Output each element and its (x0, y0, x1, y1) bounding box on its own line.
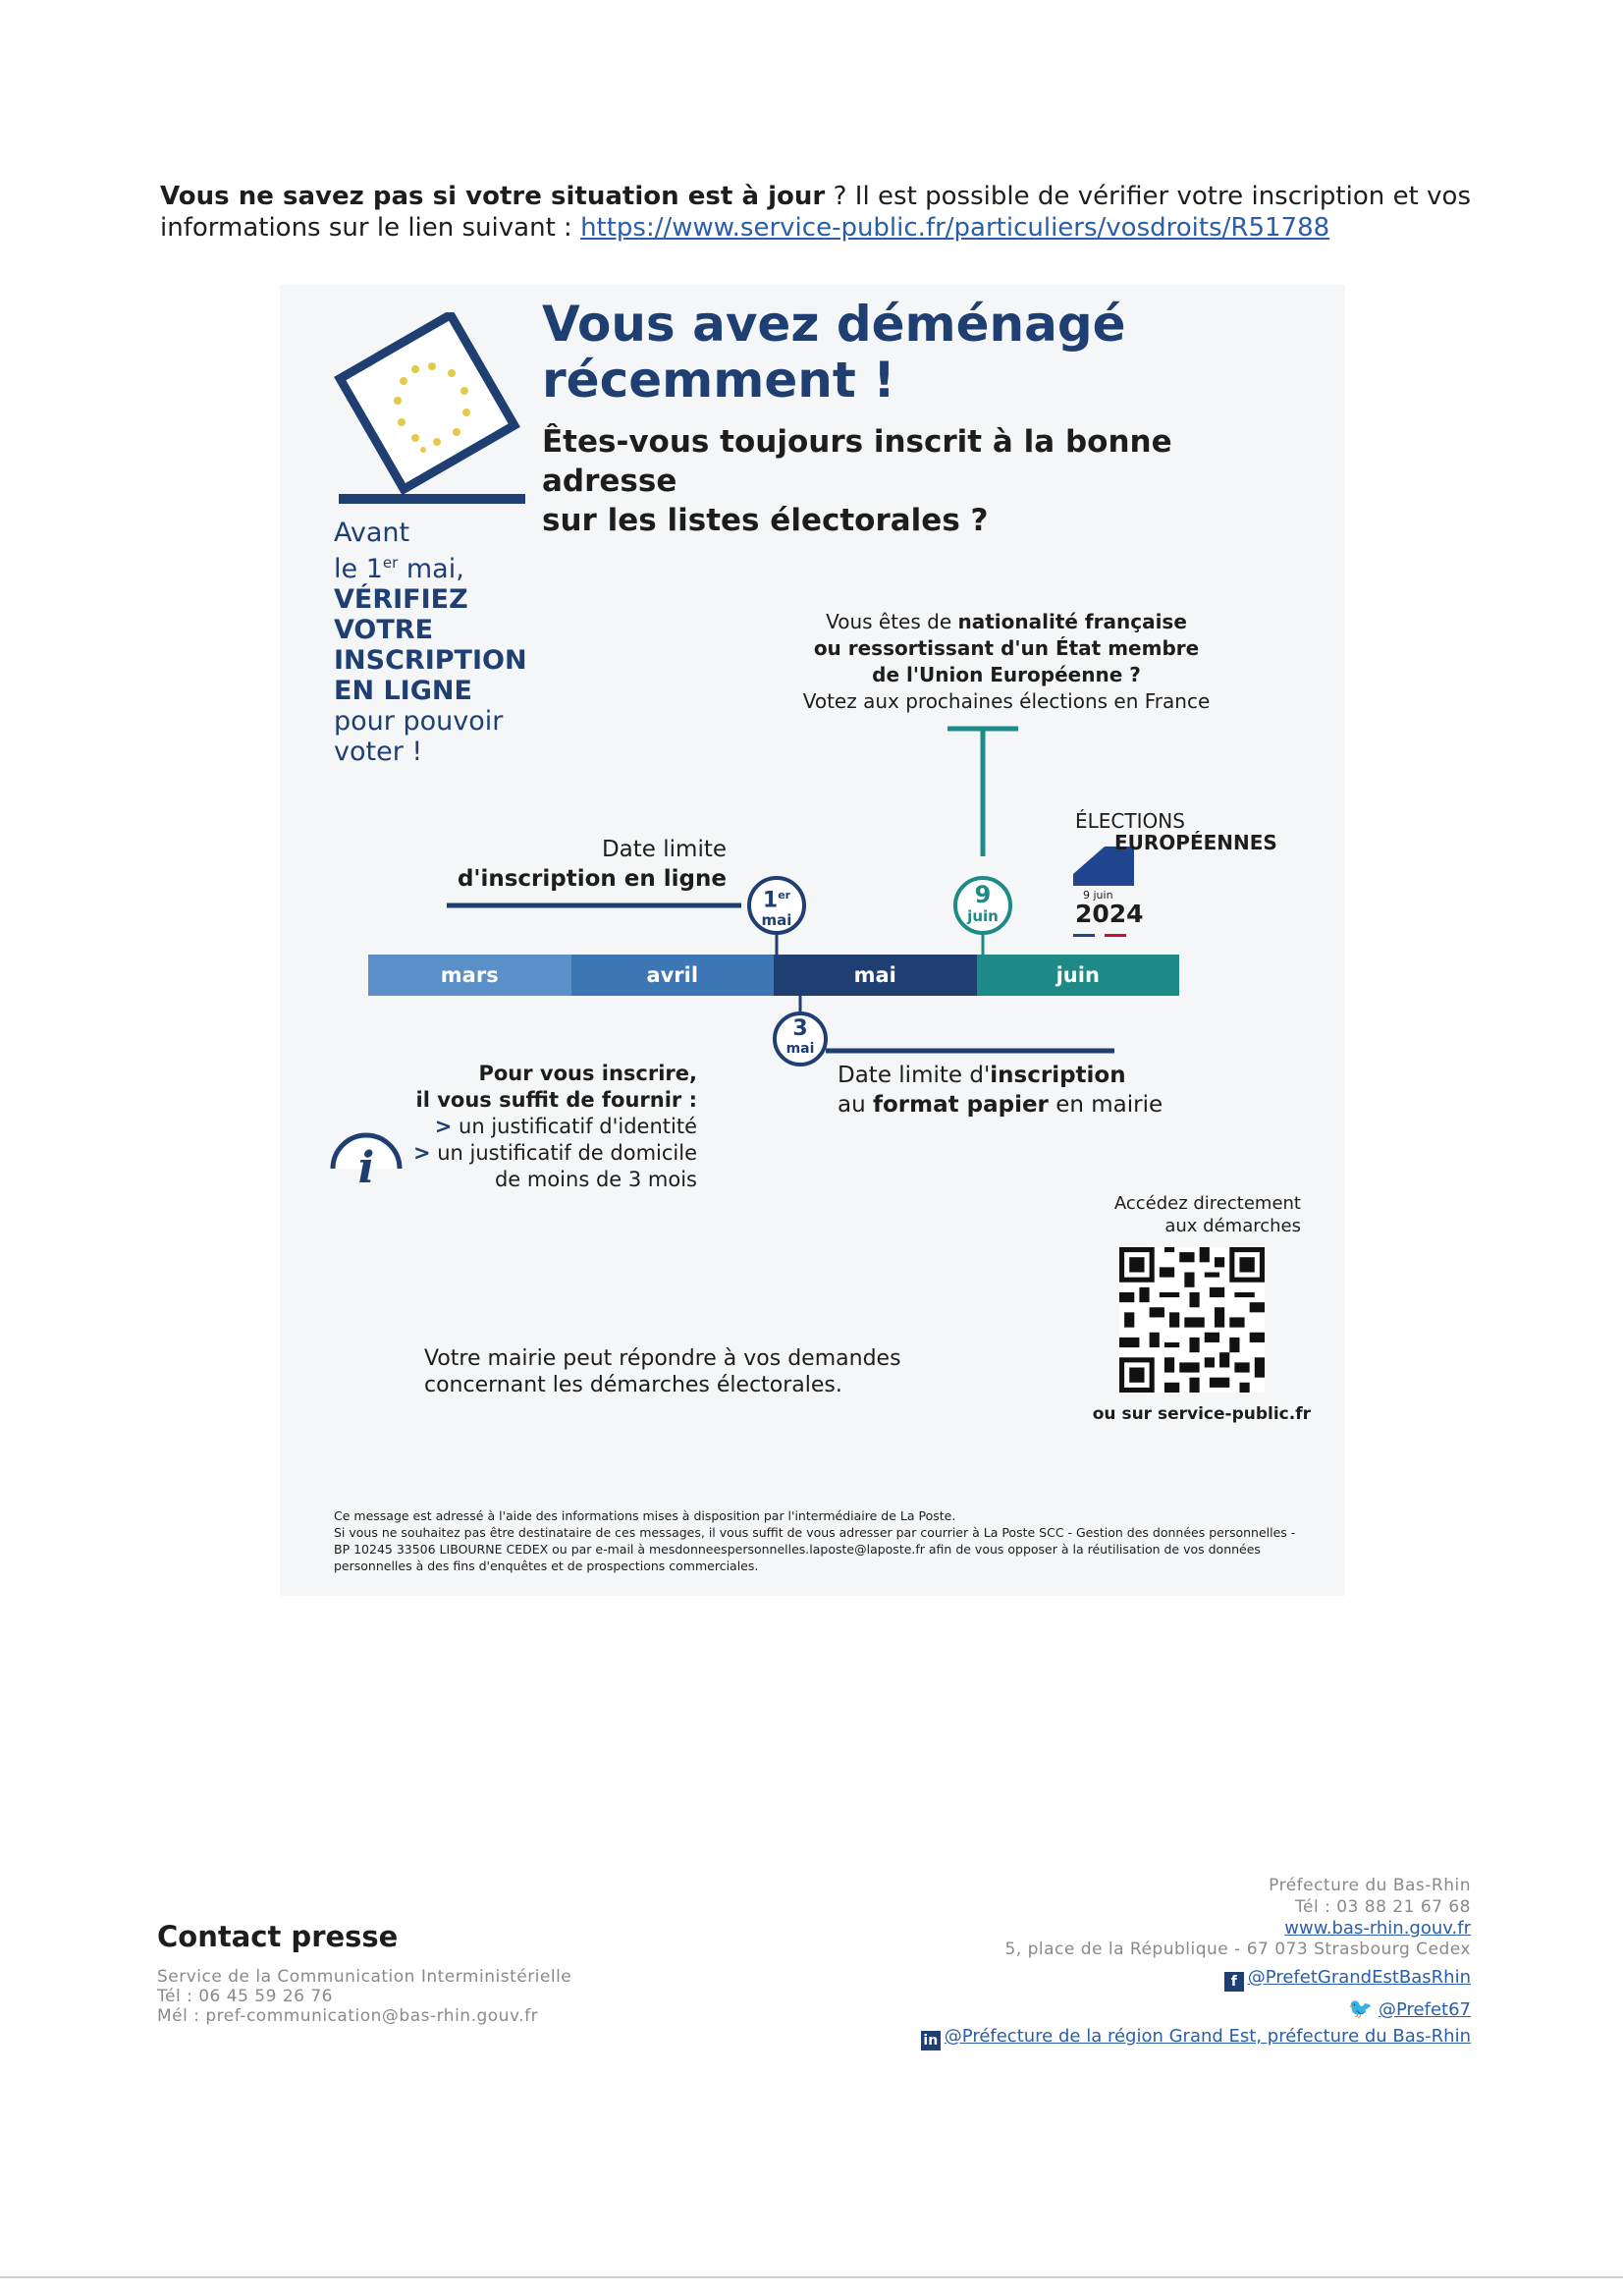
circle-3-month: mai (785, 1041, 815, 1057)
service-public-link[interactable]: https://www.service-public.fr/particuliers/vosdroits/R51788 (580, 213, 1330, 243)
facebook-handle[interactable]: @PrefetGrandEstBasRhin (1247, 1967, 1471, 1988)
verify-line: VOTRE (334, 615, 434, 645)
circle-3-num: 3 (792, 1016, 808, 1041)
circle-1-label (749, 886, 804, 930)
paper-line1 (838, 1061, 1191, 1090)
intro-text: ? Il est possible de vérifier votre inscription et vos informations sur le lien suivant : (160, 182, 1471, 243)
info-text (424, 1345, 915, 1398)
linkedin-link[interactable] (921, 2026, 1471, 2050)
timeline-mai: mai (774, 955, 977, 996)
elections-year: 2024 (1075, 900, 1144, 928)
elections-line1: ÉLECTIONS (1075, 809, 1185, 833)
circle-9-label (955, 881, 1010, 927)
contact-tel: Tél : 06 45 59 26 76 (157, 1987, 333, 2006)
timeline-avril: avril (571, 955, 775, 996)
linkedin-icon: in (921, 2031, 941, 2050)
paper-deadline (838, 1061, 1191, 1120)
paper-line2 (838, 1090, 1191, 1120)
timeline-bar (368, 955, 1179, 996)
contact-title: Contact presse (157, 1920, 399, 1953)
twitter-handle[interactable]: @Prefet67 (1379, 1999, 1471, 2020)
paper-bold: inscription (990, 1063, 1126, 1088)
verify-text: mai, (398, 554, 464, 584)
poster (280, 285, 1345, 1596)
nationality-line: de l'Union Européenne ? (872, 663, 1141, 686)
fine-print (334, 1507, 1296, 1574)
nationality-text-part: Vous êtes de (826, 610, 958, 633)
inscription-item-text: un justificatif d'identité (452, 1115, 697, 1138)
online-deadline-line1: Date limite (601, 837, 727, 862)
inscription-line: Pour vous inscrire, (478, 1062, 697, 1085)
verify-line: EN LIGNE (334, 676, 472, 706)
poster-subtitle-line2: sur les listes électorales ? (542, 503, 989, 538)
facebook-icon: f (1224, 1972, 1244, 1992)
inscription-item-text: un justificatif de domicile (430, 1141, 697, 1165)
twitter-icon: 🐦 (1348, 1996, 1373, 2020)
info-line1: Votre mairie peut répondre à vos demandes (424, 1346, 901, 1371)
circle-9-month: juin (967, 907, 999, 925)
inscription-item-text: de moins de 3 mois (494, 1168, 697, 1191)
paper-text: au (838, 1092, 873, 1118)
timeline-juin: juin (977, 955, 1180, 996)
info-icon (333, 1135, 400, 1202)
timeline-mars: mars (368, 955, 571, 996)
poster-subtitle-line1: Êtes-vous toujours inscrit à la bonne adresse (542, 424, 1172, 499)
prefecture-web-link[interactable] (1284, 1918, 1471, 1939)
circle-1-num: 1 (762, 888, 779, 913)
verify-line: INSCRIPTION (334, 645, 527, 676)
linkedin-handle[interactable]: @Préfecture de la région Grand Est, préfecture du Bas-Rhin (944, 2026, 1471, 2047)
bullet-arrow: > (434, 1115, 453, 1138)
fine-line1: Ce message est adressé à l'aide des informations mises à disposition par l'intermédiaire de La Poste. (334, 1508, 956, 1523)
prefecture-name: Préfecture du Bas-Rhin (1269, 1876, 1471, 1895)
nationality-bold: nationalité française (957, 610, 1187, 633)
access-line1: Accédez directement (1113, 1193, 1301, 1214)
inscription-line: il vous suffit de fournir : (415, 1088, 697, 1112)
verify-line: VÉRIFIEZ (334, 584, 468, 615)
circle-1-sup: er (778, 889, 791, 902)
online-deadline (447, 835, 727, 894)
facebook-link[interactable] (1224, 1967, 1471, 1992)
page-bottom-divider (0, 2276, 1623, 2278)
paper-text: en mairie (1048, 1092, 1163, 1118)
intro-bold: Vous ne savez pas si votre situation est à jour (160, 182, 826, 211)
verify-line: pour pouvoir (334, 706, 504, 737)
verify-text: le 1 (334, 554, 383, 584)
nationality-line: ou ressortissant d'un État membre (813, 636, 1200, 660)
verify-line: voter ! (334, 737, 423, 767)
paper-bold: format papier (872, 1092, 1049, 1118)
qr-code[interactable] (1119, 1247, 1265, 1393)
circle-3-label (775, 1016, 826, 1059)
elections-date: 9 juin (1083, 889, 1113, 902)
circle-1-month: mai (761, 911, 792, 930)
service-public-text: ou sur service-public.fr (1092, 1404, 1311, 1424)
nationality-line: Votez aux prochaines élections en France (802, 689, 1211, 713)
prefecture-web[interactable]: www.bas-rhin.gouv.fr (1284, 1918, 1471, 1939)
info-line2: concernant les démarches électorales. (424, 1373, 842, 1397)
contact-mel: Mél : pref-communication@bas-rhin.gouv.fr (157, 2006, 539, 2026)
info-glyph: i (357, 1143, 375, 1193)
elections-line2: EUROPÉENNES (1114, 831, 1277, 854)
intro-paragraph (160, 181, 1471, 244)
verify-line: Avant (334, 518, 410, 548)
access-text (1036, 1192, 1301, 1237)
circle-9-num: 9 (974, 881, 992, 908)
bullet-arrow: > (412, 1141, 431, 1165)
paper-text: Date limite d' (838, 1063, 991, 1088)
verify-sup: er (382, 554, 399, 572)
online-deadline-line2: d'inscription en ligne (457, 866, 727, 892)
poster-title-line2: récemment ! (542, 352, 895, 409)
prefecture-tel: Tél : 03 88 21 67 68 (1295, 1897, 1471, 1917)
fine-line2: Si vous ne souhaitez pas être destinataire de ces messages, il vous suffit de vous adresser par courrier à La Poste SCC - Gestion des données personnelles - BP 10245 33506 LIBOURNE CEDEX ou par e-mail à mesdonneespersonnelles.laposte@laposte.fr afin de vous opposer à la réutilisation de vos données personnelles à des fins d'enquêtes et de prospections commerciales. (334, 1525, 1296, 1573)
contact-service: Service de la Communication Interministérielle (157, 1967, 572, 1987)
prefecture-address: 5, place de la République - 67 073 Strasbourg Cedex (1004, 1940, 1471, 1959)
access-line2: aux démarches (1164, 1216, 1301, 1236)
poster-title-line1: Vous avez déménagé (542, 296, 1126, 353)
twitter-link[interactable] (1348, 1996, 1471, 2020)
